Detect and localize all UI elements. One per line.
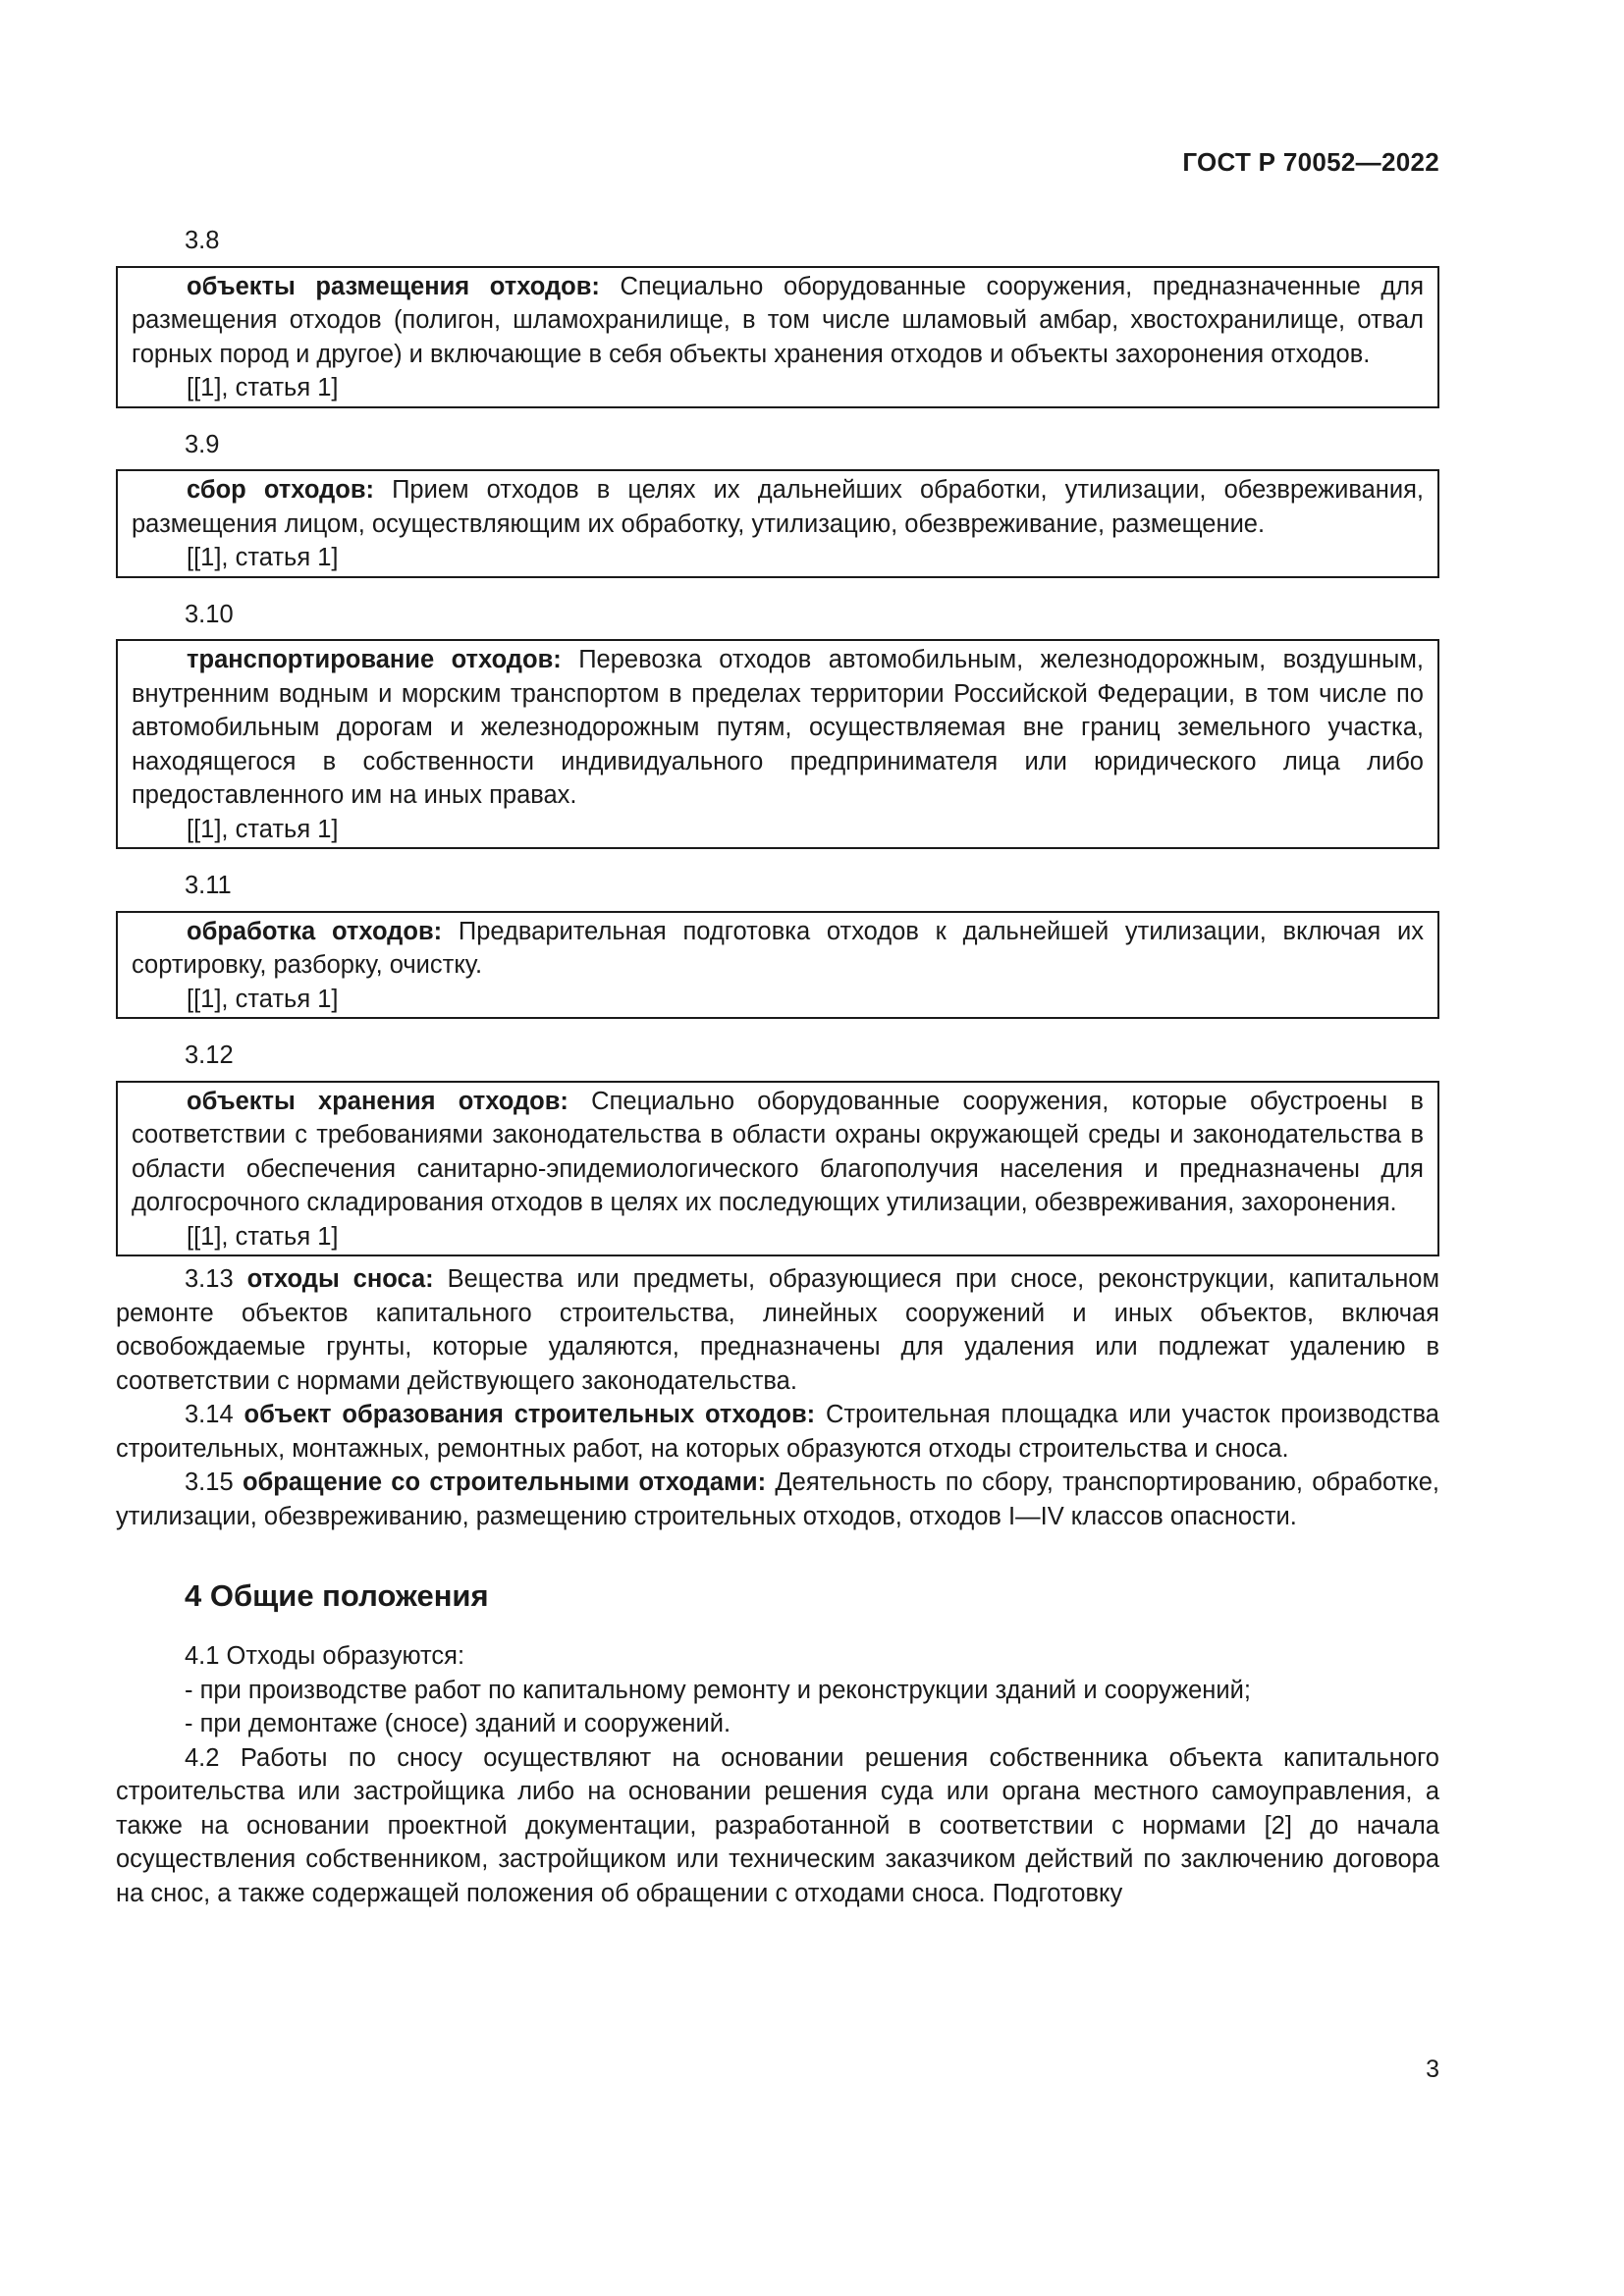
term-text: Предварительная подготовка отходов к дальнейшей утилизации, включая их сортировку, разборку, очистку. xyxy=(132,917,1424,979)
definition-text: Деятельность по сбору, транспортированию, обработке, утилизации, обезвреживанию, размещению строительных отходов, отходов I—IV классов опасности. xyxy=(116,1468,1439,1530)
term-source: [[1], статья 1] xyxy=(187,1222,339,1251)
term-text: Перевозка отходов автомобильным, железнодорожным, воздушным, внутренним водным и морским транспортом в пределах территории Российской Федерации, в том числе по автомобильным дорогам и железнодорожным путям, осуществляемая вне границ земельного участка, находящегося в собственности индивидуального предпринимателя или юридического лица либо предоставленного им на иных правах. xyxy=(132,646,1424,809)
section-paragraph: 4.2 Работы по сносу осуществляют на основании решения собственника объекта капитального строительства или застройщика либо на основании решения суда или органа местного самоуправления, а также на основании проектной документации, разработанной в соответствии с нормами [2] до начала осуществления собственником, застройщиком или техническим заказчиком действий по заключению договора на снос, а также содержащей положения об обращении с отходами сноса. Подготовку xyxy=(116,1743,1439,1907)
definition-term: обращение со строительными отходами: xyxy=(242,1468,767,1496)
term-text: Специально оборудованные сооружения, которые обустроены в соответствии с требованиями законодательства в области охраны окружающей среды и законодательства в области обеспечения санитарно-эпидемиологического благополучия населения и предназначены для долгосрочного складирования отходов в целях их последующих утилизации, обезвреживания, захоронения. xyxy=(132,1087,1424,1216)
term-text: Прием отходов в целях их дальнейших обработки, утилизации, обезвреживания, размещения лицом, осуществляющим их обработку, утилизацию, обезвреживание, размещение. xyxy=(132,476,1424,538)
term-text: Специально оборудованные сооружения, предназначенные для размещения отходов (полигон, шламохранилище, в том числе шламовый амбар, хвостохранилище, отвал горных пород и другое) и включающие в себя объекты хранения отходов и объекты захоронения отходов. xyxy=(132,272,1424,368)
list-item: - при производстве работ по капитальному ремонту и реконструкции зданий и сооружений; xyxy=(185,1676,1251,1704)
term-definition-box xyxy=(116,266,1439,408)
section-heading: 4 Общие положения xyxy=(185,1578,489,1613)
term-definition-box xyxy=(116,639,1439,849)
term-number: 3.12 xyxy=(185,1041,234,1069)
term-definition-box xyxy=(116,469,1439,578)
term-title: объекты хранения отходов: xyxy=(187,1087,568,1115)
definition-text: Строительная площадка или участок производства строительных, монтажных, ремонтных работ, на которых образуются отходы строительства и сноса. xyxy=(116,1401,1439,1463)
term-number: 3.8 xyxy=(185,227,220,254)
term-definition xyxy=(132,643,1424,813)
page-content xyxy=(116,224,1439,1910)
term-definition-box xyxy=(116,1081,1439,1257)
section-paragraph: 4.1 Отходы образуются: xyxy=(185,1642,465,1670)
page-number: 3 xyxy=(1426,2056,1439,2083)
term-number: 3.10 xyxy=(185,600,234,628)
definition-text: Вещества или предметы, образующиеся при сносе, реконструкции, капитальном ремонте объектов капитального строительства, линейных сооружений и иных объектов, включая освобождаемые грунты, которые удаляются, предназначены для удаления или подлежат удалению в соответствии с нормами действующего законодательства. xyxy=(116,1265,1440,1395)
definition-number: 3.13 xyxy=(185,1265,234,1293)
term-title: обработка отходов: xyxy=(187,917,443,945)
term-definition xyxy=(132,270,1424,372)
definition-paragraph xyxy=(116,1466,1439,1533)
definition-term: отходы сноса: xyxy=(246,1265,434,1293)
list-item: - при демонтаже (сносе) зданий и сооружений. xyxy=(185,1710,731,1737)
definition-paragraph xyxy=(116,1398,1439,1466)
term-source: [[1], статья 1] xyxy=(187,815,339,843)
term-definition xyxy=(132,915,1424,983)
term-definition xyxy=(132,473,1424,541)
term-source: [[1], статья 1] xyxy=(187,544,339,571)
definition-term: объект образования строительных отходов: xyxy=(244,1401,816,1428)
term-source: [[1], статья 1] xyxy=(187,985,339,1013)
term-definition xyxy=(132,1085,1424,1220)
term-definition-box xyxy=(116,911,1439,1020)
definition-number: 3.15 xyxy=(185,1468,234,1496)
definition-number: 3.14 xyxy=(185,1401,234,1428)
definition-paragraph xyxy=(116,1262,1439,1398)
document-code: ГОСТ Р 70052—2022 xyxy=(1182,147,1439,177)
term-source: [[1], статья 1] xyxy=(187,374,339,401)
term-title: сбор отходов: xyxy=(187,476,374,504)
term-number: 3.9 xyxy=(185,430,220,458)
term-number: 3.11 xyxy=(185,872,232,899)
term-title: транспортирование отходов: xyxy=(187,646,562,673)
term-title: объекты размещения отходов: xyxy=(187,272,600,300)
